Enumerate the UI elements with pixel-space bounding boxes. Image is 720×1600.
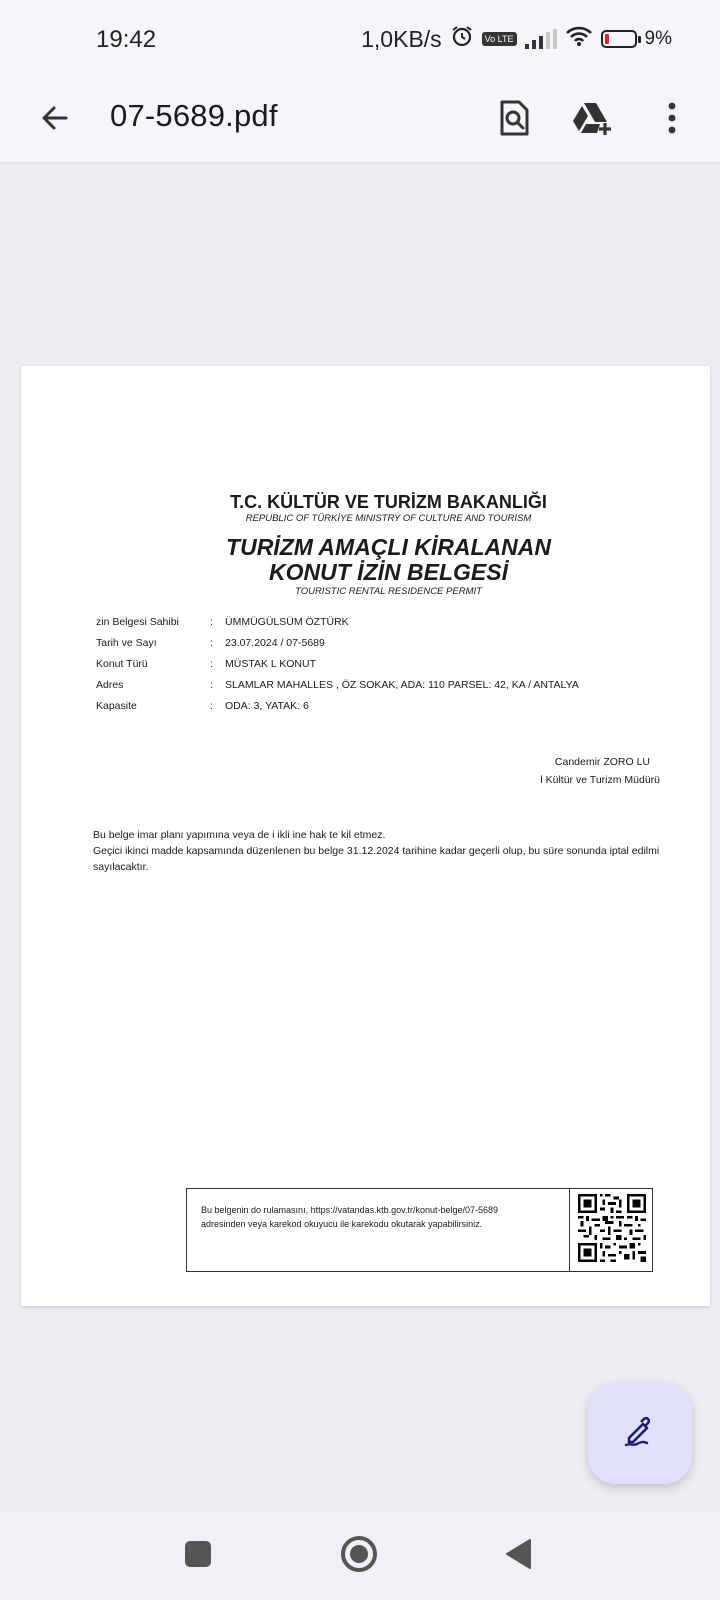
system-nav-bar bbox=[0, 1512, 720, 1600]
drive-add-icon bbox=[571, 99, 613, 142]
verification-text bbox=[201, 1203, 561, 1231]
verification-line: adresinden veya karekod okuyucu ile karekodu okutarak yapabilirsiniz. bbox=[201, 1219, 483, 1229]
field-colon: : bbox=[210, 700, 213, 712]
ministry-title-en: REPUBLIC OF TÜRKİYE MINISTRY OF CULTURE AND TOURISM bbox=[245, 513, 532, 524]
field-value: SLAMLAR MAHALLES , ÖZ SOKAK, ADA: 110 PARSEL: 42, KA / ANTALYA bbox=[225, 679, 579, 691]
home-circle-icon bbox=[339, 1534, 379, 1579]
note-line: Geçici ikinci madde kapsamında düzenlenen bu belge 31.12.2024 tarihine kadar geçerli olup, bu süre sonunda iptal edilmi sayılacaktır. bbox=[93, 845, 660, 873]
note-line: Bu belge imar planı yapımına veya de i ikli ine hak te kil etmez. bbox=[93, 829, 386, 841]
verification-box bbox=[186, 1188, 653, 1272]
permit-document bbox=[21, 366, 710, 1306]
more-vert-icon bbox=[667, 101, 677, 140]
field-label: Konut Türü bbox=[96, 658, 148, 670]
verification-line: Bu belgenin do rulamasını, https://vatandas.ktb.gov.tr/konut-belge/07-5689 bbox=[201, 1205, 499, 1215]
recents-button[interactable] bbox=[172, 1530, 224, 1582]
back-triangle-icon bbox=[504, 1538, 532, 1575]
status-bar bbox=[0, 0, 720, 80]
battery-percent: 9% bbox=[644, 28, 672, 49]
search-document-icon bbox=[497, 99, 531, 142]
signer-name: Candemir ZORO LU bbox=[554, 756, 650, 768]
ministry-title: T.C. KÜLTÜR VE TURİZM BAKANLIĞI bbox=[230, 492, 547, 512]
back-button[interactable] bbox=[30, 95, 80, 145]
home-button[interactable] bbox=[333, 1530, 385, 1582]
permit-title-line2: KONUT İZİN BELGESİ bbox=[269, 559, 508, 585]
edit-draw-icon bbox=[621, 1412, 659, 1455]
signal-icon bbox=[525, 29, 557, 49]
field-colon: : bbox=[210, 658, 213, 670]
app-bar bbox=[0, 80, 720, 162]
wifi-icon bbox=[565, 25, 593, 53]
validity-note bbox=[93, 827, 683, 875]
field-label: Tarih ve Sayı bbox=[96, 637, 157, 649]
field-colon: : bbox=[210, 637, 213, 649]
nav-back-button[interactable] bbox=[492, 1530, 544, 1582]
field-label: Kapasite bbox=[96, 700, 137, 712]
field-colon: : bbox=[210, 616, 213, 628]
volte-icon: Vo LTE bbox=[482, 32, 517, 46]
net-speed: 1,0KB/s bbox=[361, 25, 442, 52]
field-value: ÜMMÜGÜLSÜM ÖZTÜRK bbox=[225, 616, 349, 628]
arrow-back-icon bbox=[39, 102, 71, 139]
find-in-document-button[interactable] bbox=[488, 94, 540, 146]
field-label: Adres bbox=[96, 679, 124, 691]
field-label: zin Belgesi Sahibi bbox=[96, 616, 179, 628]
field-value: ODA: 3, YATAK: 6 bbox=[225, 700, 309, 712]
signer-title: l Kültür ve Turizm Müdürü bbox=[540, 774, 660, 786]
recents-square-icon bbox=[184, 1540, 212, 1573]
qr-code-icon bbox=[578, 1194, 646, 1267]
pdf-page[interactable] bbox=[21, 366, 710, 1306]
save-to-drive-button[interactable] bbox=[566, 94, 618, 146]
status-time: 19:42 bbox=[96, 26, 157, 53]
signature-block bbox=[460, 756, 660, 792]
qr-code-cell bbox=[569, 1189, 653, 1271]
field-value: MÜSTAK L KONUT bbox=[225, 658, 317, 670]
file-name: 07-5689.pdf bbox=[110, 98, 278, 133]
field-value: 23.07.2024 / 07-5689 bbox=[225, 637, 325, 649]
battery-icon bbox=[601, 30, 637, 48]
annotate-button[interactable] bbox=[588, 1382, 692, 1484]
permit-title-en: TOURISTIC RENTAL RESIDENCE PERMIT bbox=[295, 586, 482, 597]
more-options-button[interactable] bbox=[646, 94, 698, 146]
status-icons bbox=[361, 24, 672, 54]
field-colon: : bbox=[210, 679, 213, 691]
alarm-icon bbox=[450, 24, 474, 54]
permit-title-line1: TURİZM AMAÇLI KİRALANAN bbox=[226, 534, 551, 560]
